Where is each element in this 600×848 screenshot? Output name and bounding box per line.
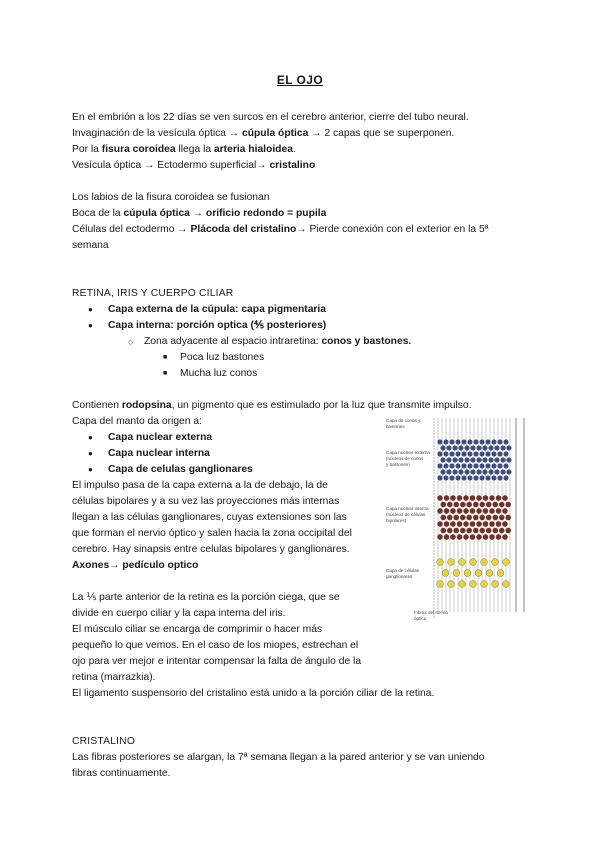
yellow-cell-nucleus: [497, 570, 504, 577]
impulse-line-5: cerebro. Hay sinapsis entre celulas bipolares y ganglionares.: [72, 544, 350, 555]
blue-cell-nucleus: [447, 446, 452, 451]
blue-cell-nucleus: [501, 446, 506, 451]
red-cell-nucleus: [489, 521, 494, 526]
bold-text: Capa de celulas ganglionares: [108, 464, 253, 475]
text: Zona adyacente al espacio intraretina:: [144, 336, 322, 347]
vision-line-5: ojo para ver mejor e intentar compensar la falta de ángulo de la: [72, 656, 362, 667]
text: → Pierde conexión con el exterior en la 5ª: [296, 224, 489, 235]
text: En el embrión a los 22 días se ven surcos en el cerebro anterior, cierre del tubo neural.: [72, 112, 469, 123]
bold-text: rodopsina: [121, 400, 172, 411]
red-cell-nucleus: [454, 502, 459, 507]
blue-cell-nucleus: [504, 464, 509, 469]
red-cell-nucleus: [454, 528, 459, 533]
blue-cell-nucleus: [498, 476, 503, 481]
blue-cell-nucleus: [468, 464, 473, 469]
red-cell-nucleus: [467, 515, 472, 520]
intro-line-4: [72, 158, 532, 174]
blue-cell-nucleus: [495, 458, 500, 463]
red-cell-nucleus: [437, 508, 442, 513]
blue-cell-nucleus: [477, 446, 482, 451]
blue-cell-nucleus: [456, 464, 461, 469]
figure-label-5a: Fibras del nervio: [414, 610, 448, 615]
retina-subsub-1: ■ Poca luz bastones: [72, 350, 532, 366]
red-cell-nucleus: [480, 515, 485, 520]
cristalino-heading: CRISTALINO: [72, 736, 136, 747]
red-cell-nucleus: [476, 508, 481, 513]
red-cell-nucleus: [463, 508, 468, 513]
red-cell-nucleus: [502, 508, 507, 513]
bold-text: Plácoda del cristalino: [190, 224, 297, 235]
text: Por la: [72, 144, 102, 155]
para2-line-2: [72, 206, 532, 222]
yellow-cell-nucleus: [448, 581, 455, 588]
blue-cell-nucleus: [480, 464, 485, 469]
red-cell-nucleus: [489, 508, 494, 513]
yellow-cell-nucleus: [486, 570, 493, 577]
figure-label-5b: óptico: [414, 616, 427, 621]
bold-text: Capa interna: porción optica (⅘ posteriores): [108, 320, 327, 331]
cristalino-line-2: fibras continuamente.: [72, 768, 171, 779]
blue-cell-nucleus: [450, 464, 455, 469]
red-cell-nucleus: [457, 521, 462, 526]
blue-cell-nucleus: [441, 446, 446, 451]
red-cell-nucleus: [460, 515, 465, 520]
blue-cell-nucleus: [486, 440, 491, 445]
text: llega la: [175, 144, 214, 155]
text: .: [292, 144, 296, 155]
blue-cell-nucleus: [483, 446, 488, 451]
blue-cell-nucleus: [462, 440, 467, 445]
blue-cell-nucleus: [492, 440, 497, 445]
red-cell-nucleus: [486, 528, 491, 533]
bold-text: Capa externa de la cúpula: capa pigmentaria: [108, 304, 327, 315]
red-cell-nucleus: [441, 528, 446, 533]
intro-line-3: [72, 142, 532, 158]
text: Vesícula óptica → Ectodermo superficial→: [72, 160, 270, 171]
impulse-line-2: células bipolares y a su vez las proyecciones más internas: [72, 496, 340, 507]
figure-label-2b: (núcleos de conos: [386, 456, 424, 461]
red-cell-nucleus: [467, 528, 472, 533]
blue-cell-nucleus: [507, 458, 512, 463]
blue-cell-nucleus: [438, 440, 443, 445]
red-cell-nucleus: [437, 534, 442, 539]
para2-line-4: [72, 238, 532, 254]
cristalino-line-1: Las fibras posteriores se alargan, la 7ª semana llegan a la pared anterior y se van uniendo: [72, 752, 485, 763]
blue-cell-nucleus: [498, 440, 503, 445]
impulse-line-3: llegan a las células ganglionares, cuyas extensiones son las: [72, 512, 347, 523]
blue-cell-nucleus: [492, 464, 497, 469]
yellow-cell-nucleus: [481, 559, 488, 566]
blue-cell-nucleus: [489, 470, 494, 475]
figure-label-3b: (núcleos de células: [386, 512, 426, 517]
blue-cell-nucleus: [492, 452, 497, 457]
red-cell-nucleus: [496, 534, 501, 539]
yellow-cell-nucleus: [442, 570, 449, 577]
red-cell-nucleus: [463, 521, 468, 526]
red-cell-nucleus: [444, 495, 449, 500]
red-cell-nucleus: [489, 495, 494, 500]
blue-cell-nucleus: [504, 452, 509, 457]
red-cell-nucleus: [483, 508, 488, 513]
blue-cell-nucleus: [444, 440, 449, 445]
blue-cell-nucleus: [504, 440, 509, 445]
red-cell-nucleus: [483, 521, 488, 526]
red-cell-nucleus: [470, 534, 475, 539]
retina-heading: RETINA, IRIS Y CUERPO CILIAR: [72, 288, 234, 299]
yellow-cell-nucleus: [492, 559, 499, 566]
red-cell-nucleus: [499, 528, 504, 533]
blue-cell-nucleus: [447, 458, 452, 463]
red-cell-nucleus: [493, 515, 498, 520]
figure-label-3c: bipolares): [386, 518, 407, 523]
red-cell-nucleus: [457, 508, 462, 513]
red-cell-nucleus: [496, 521, 501, 526]
blue-cell-nucleus: [492, 476, 497, 481]
impulse-line-1: El impulso pasa de la capa externa a la de debajo, la de: [72, 480, 328, 491]
red-cell-nucleus: [473, 515, 478, 520]
blue-cell-nucleus: [447, 470, 452, 475]
retina-bullet-1: [72, 302, 532, 318]
blue-cell-nucleus: [462, 452, 467, 457]
blue-cell-nucleus: [456, 476, 461, 481]
red-cell-nucleus: [450, 508, 455, 513]
blue-cell-nucleus: [468, 440, 473, 445]
text: Contienen: [72, 400, 122, 411]
blue-cell-nucleus: [474, 452, 479, 457]
blue-cell-nucleus: [465, 458, 470, 463]
figure-label-2c: y bastones): [386, 462, 410, 467]
bold-text: Axones→ pedículo optico: [72, 560, 199, 571]
figure-label-4b: ganglionares: [386, 574, 413, 579]
red-cell-nucleus: [463, 495, 468, 500]
red-cell-nucleus: [493, 528, 498, 533]
blue-cell-nucleus: [456, 440, 461, 445]
blue-cell-nucleus: [483, 470, 488, 475]
red-cell-nucleus: [460, 502, 465, 507]
figure-label-1a: Capa de conos y: [386, 418, 421, 423]
yellow-cell-nucleus: [503, 581, 510, 588]
red-cell-nucleus: [454, 515, 459, 520]
blue-cell-nucleus: [474, 440, 479, 445]
red-cell-nucleus: [489, 534, 494, 539]
red-cell-nucleus: [463, 534, 468, 539]
yellow-cell-nucleus: [481, 581, 488, 588]
blue-cell-nucleus: [450, 452, 455, 457]
text: semana: [72, 240, 109, 251]
blue-cell-nucleus: [486, 452, 491, 457]
para2-line-3: [72, 222, 532, 238]
blue-cell-nucleus: [459, 470, 464, 475]
red-cell-nucleus: [480, 528, 485, 533]
red-cell-nucleus: [450, 534, 455, 539]
red-cell-nucleus: [496, 508, 501, 513]
vision-line-6: retina (marrazkia).: [72, 672, 156, 683]
red-cell-nucleus: [441, 502, 446, 507]
blue-cell-nucleus: [474, 476, 479, 481]
red-cell-nucleus: [476, 521, 481, 526]
blue-cell-nucleus: [453, 470, 458, 475]
red-cell-nucleus: [506, 515, 511, 520]
blue-cell-nucleus: [507, 446, 512, 451]
blue-cell-nucleus: [498, 464, 503, 469]
retina-bullet-2: [72, 318, 532, 334]
yellow-cell-nucleus: [503, 559, 510, 566]
red-cell-nucleus: [437, 495, 442, 500]
yellow-cell-nucleus: [437, 581, 444, 588]
blue-cell-nucleus: [489, 458, 494, 463]
red-cell-nucleus: [470, 495, 475, 500]
retina-layers-figure: [384, 412, 532, 622]
blue-cell-nucleus: [453, 446, 458, 451]
blue-cell-nucleus: [450, 440, 455, 445]
blue-cell-nucleus: [456, 452, 461, 457]
blue-cell-nucleus: [477, 470, 482, 475]
yellow-cell-nucleus: [475, 570, 482, 577]
blue-cell-nucleus: [462, 476, 467, 481]
red-cell-nucleus: [502, 534, 507, 539]
red-cell-nucleus: [496, 495, 501, 500]
yellow-cell-nucleus: [464, 570, 471, 577]
red-cell-nucleus: [483, 534, 488, 539]
blue-cell-nucleus: [480, 452, 485, 457]
blue-cell-nucleus: [474, 464, 479, 469]
bold-text: fisura coroidea: [101, 144, 176, 155]
red-cell-nucleus: [506, 502, 511, 507]
red-cell-nucleus: [444, 534, 449, 539]
red-cell-nucleus: [480, 502, 485, 507]
red-cell-nucleus: [470, 521, 475, 526]
blue-cell-nucleus: [465, 470, 470, 475]
blue-cell-nucleus: [486, 476, 491, 481]
blue-cell-nucleus: [444, 464, 449, 469]
red-cell-nucleus: [447, 502, 452, 507]
vision-line-1: La ⅕ parte anterior de la retina es la porción ciega, que se: [72, 592, 340, 603]
blue-cell-nucleus: [471, 446, 476, 451]
red-cell-nucleus: [476, 495, 481, 500]
yellow-cell-nucleus: [453, 570, 460, 577]
blue-cell-nucleus: [450, 476, 455, 481]
blue-cell-nucleus: [495, 470, 500, 475]
blue-cell-nucleus: [438, 452, 443, 457]
red-cell-nucleus: [486, 515, 491, 520]
red-cell-nucleus: [473, 502, 478, 507]
vision-line-4: pequeño lo que vemos. En el caso de los miopes, estrechan el: [72, 640, 359, 651]
yellow-cell-nucleus: [448, 559, 455, 566]
red-cell-nucleus: [499, 515, 504, 520]
blue-cell-nucleus: [471, 470, 476, 475]
blue-cell-nucleus: [444, 452, 449, 457]
bold-text: cristalino: [269, 160, 316, 171]
para2-line-1: [72, 190, 532, 206]
page-title: EL OJO: [276, 73, 324, 87]
text: → 2 capas que se superponen.: [308, 128, 455, 139]
blue-cell-nucleus: [468, 452, 473, 457]
blue-cell-nucleus: [501, 458, 506, 463]
blue-cell-nucleus: [441, 458, 446, 463]
blue-cell-nucleus: [438, 476, 443, 481]
yellow-cell-nucleus: [470, 581, 477, 588]
blue-cell-nucleus: [495, 446, 500, 451]
bold-text: arteria hialoidea: [213, 144, 293, 155]
text: Invaginación de la vesícula óptica →: [72, 128, 242, 139]
blue-cell-nucleus: [462, 464, 467, 469]
vision-line-3: El músculo ciliar se encarga de comprimir o hacer más: [72, 624, 323, 635]
red-cell-nucleus: [473, 528, 478, 533]
bold-text: cúpula óptica: [242, 128, 309, 139]
manto-line: Capa del manto da origen a:: [72, 416, 202, 427]
red-cell-nucleus: [493, 502, 498, 507]
blue-cell-nucleus: [486, 464, 491, 469]
red-cell-nucleus: [486, 502, 491, 507]
text: , un pigmento que es estimulado por la luz que transmite impulso.: [171, 400, 472, 411]
blue-cell-nucleus: [480, 440, 485, 445]
blue-cell-nucleus: [507, 470, 512, 475]
blue-cell-nucleus: [498, 452, 503, 457]
bold-text: Capa nuclear interna: [108, 448, 210, 459]
retina-subsub-2: ■ Mucha luz conos: [72, 366, 532, 382]
red-cell-nucleus: [441, 515, 446, 520]
red-cell-nucleus: [450, 521, 455, 526]
text: Los labios de la fisura coroidea se fusionan: [72, 192, 270, 203]
text: Células del ectodermo →: [72, 224, 191, 235]
blue-cell-nucleus: [453, 458, 458, 463]
red-cell-nucleus: [502, 495, 507, 500]
yellow-cell-nucleus: [437, 559, 444, 566]
bold-text: Capa nuclear externa: [108, 432, 213, 443]
red-cell-nucleus: [506, 528, 511, 533]
retina-sub-bullet: [72, 334, 532, 350]
red-cell-nucleus: [467, 502, 472, 507]
intro-line-1: [72, 110, 532, 126]
figure-label-2a: Capa nuclear externa: [386, 450, 430, 455]
blue-cell-nucleus: [459, 446, 464, 451]
figure-label-4a: Capa de células: [386, 568, 419, 573]
red-cell-nucleus: [447, 528, 452, 533]
red-cell-nucleus: [476, 534, 481, 539]
blue-cell-nucleus: [501, 470, 506, 475]
figure-label-3a: Capa nuclear interna: [386, 506, 429, 511]
red-cell-nucleus: [502, 521, 507, 526]
red-cell-nucleus: [447, 515, 452, 520]
red-cell-nucleus: [457, 495, 462, 500]
red-cell-nucleus: [444, 521, 449, 526]
figure-label-1b: bastones: [386, 424, 405, 429]
blue-cell-nucleus: [444, 476, 449, 481]
vision-line-2: divide en cuerpo ciliar y la capa interna del iris.: [72, 608, 286, 619]
red-cell-nucleus: [457, 534, 462, 539]
blue-cell-nucleus: [438, 464, 443, 469]
blue-cell-nucleus: [465, 446, 470, 451]
blue-cell-nucleus: [480, 476, 485, 481]
yellow-cell-nucleus: [459, 559, 466, 566]
red-cell-nucleus: [499, 502, 504, 507]
blue-cell-nucleus: [504, 476, 509, 481]
vision-line-7: El ligamento suspensorio del cristalino está unido a la porción ciliar de la retina.: [72, 688, 435, 699]
red-cell-nucleus: [450, 495, 455, 500]
blue-cell-nucleus: [477, 458, 482, 463]
red-cell-nucleus: [483, 495, 488, 500]
bold-text: conos y bastones.: [321, 336, 412, 347]
red-cell-nucleus: [460, 528, 465, 533]
yellow-cell-nucleus: [492, 581, 499, 588]
blue-cell-nucleus: [471, 458, 476, 463]
blue-cell-nucleus: [441, 470, 446, 475]
red-cell-nucleus: [437, 521, 442, 526]
text: Boca de la: [72, 208, 124, 219]
red-cell-nucleus: [444, 508, 449, 513]
yellow-cell-nucleus: [470, 559, 477, 566]
red-cell-nucleus: [470, 508, 475, 513]
intro-line-2: [72, 126, 532, 142]
blue-cell-nucleus: [459, 458, 464, 463]
bold-text: cúpula óptica → orificio redondo = pupila: [123, 208, 327, 219]
impulse-line-4: que forman el nervio óptico y salen hacia la zona occipital del: [72, 528, 352, 539]
blue-cell-nucleus: [483, 458, 488, 463]
blue-cell-nucleus: [468, 476, 473, 481]
blue-cell-nucleus: [489, 446, 494, 451]
yellow-cell-nucleus: [459, 581, 466, 588]
